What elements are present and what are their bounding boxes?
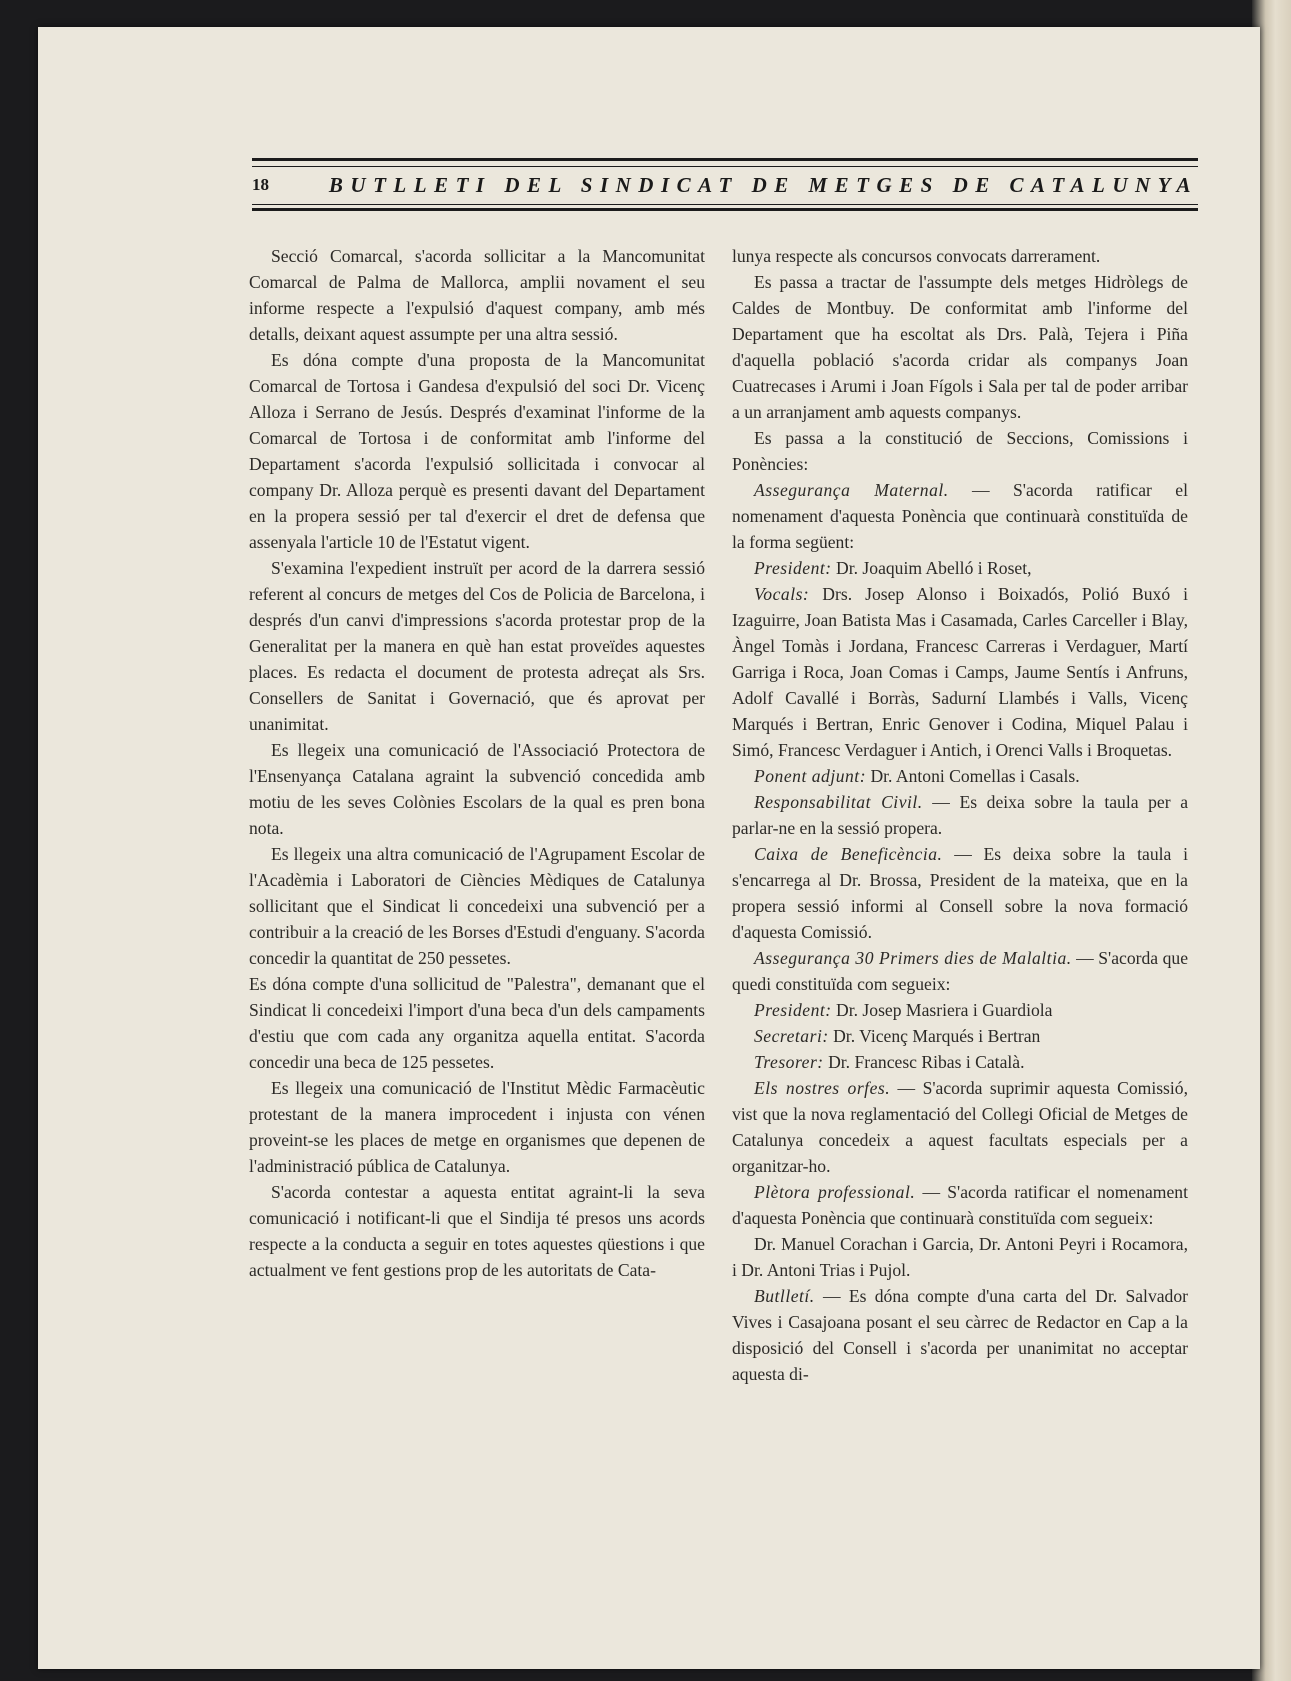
paragraph-label: Responsabilitat Civil. — [754, 792, 923, 812]
paragraph-text: Drs. Josep Alonso i Boixadós, Polió Buxó i Izaguirre, Joan Batista Mas i Casamada, Carles Carceller i Blay, Àngel Tomàs i Jordana, Francesc Carreras i Verdaguer, Martí Garriga i Roca, Joan Comas i Camps, Jaume Sentís i Anfruns, Adolf Cavallé i Borràs, Sadurní Llambés i Valls, Vicenç Marqués i Bertran, Enric Genover i Codina, Miquel Palau i Simó, Francesc Verdaguer i Antich, i Orenci Valls i Broquetas. — [732, 584, 1188, 760]
header-rule-bottom — [252, 208, 1198, 211]
paragraph-text: — S'acorda ratificar el nomenament d'aquesta Ponència que continuarà constituïda com segueix: — [732, 1182, 1188, 1228]
paragraph — [249, 737, 705, 841]
paragraph-text: — Es deixa sobre la taula i s'encarrega al Dr. Brossa, President de la mateixa, que en la propera sessió informi al Consell sobre la nova formació d'aquesta Comissió. — [732, 844, 1188, 942]
paragraph-text: Dr. Vicenç Marqués i Bertran — [828, 1026, 1041, 1046]
paragraph — [732, 1283, 1188, 1387]
paragraph-text: — S'acorda suprimir aquesta Comissió, vist que la nova reglamentació del Collegi Oficial de Metges de Catalunya concedeix a aquest facultats especials per a organitzar-ho. — [732, 1078, 1188, 1176]
right-column — [732, 243, 1188, 1387]
left-column — [249, 243, 705, 1283]
paragraph — [732, 425, 1188, 477]
paragraph-text: Dr. Francesc Ribas i Català. — [823, 1052, 1025, 1072]
header-rule-top-thin — [252, 166, 1198, 167]
paragraph — [249, 841, 705, 971]
document-page — [38, 27, 1260, 1669]
paragraph-label: Tresorer: — [754, 1052, 824, 1072]
paragraph — [732, 477, 1188, 555]
paragraph-text: Dr. Antoni Comellas i Casals. — [866, 766, 1080, 786]
paragraph — [249, 971, 705, 1075]
paragraph-label: Butlletí. — [754, 1286, 815, 1306]
paragraph-text: S'acorda contestar a aquesta entitat agraint-li la seva comunicació i notificant-li que el Sindija té presos uns acords respecte a la conducta a seguir en totes aquestes qüestions i que actualment ve fent gestions prop de les autoritats de Cata- — [249, 1182, 705, 1280]
paragraph-text: Es dóna compte d'una proposta de la Mancomunitat Comarcal de Tortosa i Gandesa d'expulsió del soci Dr. Vicenç Alloza i Serrano de Jesús. Després d'examinat l'informe de la Comarcal de Tortosa i de conformitat amb l'informe del Departament s'acorda l'expulsió sollicitada i convocar al company Dr. Alloza perquè es presenti davant del Departament en la propera sessió per tal d'exercir el dret de defensa que assenyala l'article 10 de l'Estatut vigent. — [249, 350, 705, 552]
paragraph — [732, 1023, 1188, 1049]
paragraph-label: Els nostres orfes. — [754, 1078, 891, 1098]
paragraph — [249, 347, 705, 555]
paragraph — [732, 581, 1188, 763]
paragraph-label: Assegurança Maternal. — [754, 480, 949, 500]
paragraph-text: Es passa a la constitució de Seccions, Comissions i Ponències: — [732, 428, 1188, 474]
paragraph-text: — Es deixa sobre la taula per a parlar-ne en la sessió propera. — [732, 792, 1189, 838]
paragraph-text: lunya respecte als concursos convocats darrerament. — [732, 246, 1101, 266]
paragraph-text: — S'acorda ratificar el nomenament d'aquesta Ponència que continuarà constituïda de la forma següent: — [732, 480, 1188, 552]
paragraph-text: Es dóna compte d'una sollicitud de "Palestra", demanant que el Sindicat li concedeixi l'import d'una beca d'un dels campaments d'estiu que com cada any organitza aquella entitat. S'acorda concedir una beca de 125 pessetes. — [249, 974, 705, 1072]
page-header — [252, 171, 1198, 199]
paragraph-label: Vocals: — [754, 584, 810, 604]
paragraph — [732, 1231, 1188, 1283]
paragraph — [732, 997, 1188, 1023]
paragraph-label: Secretari: — [754, 1026, 829, 1046]
paragraph-text: Es llegeix una altra comunicació de l'Agrupament Escolar de l'Acadèmia i Laboratori de Ciències Mèdiques de Catalunya sollicitant que el Sindicat li concedeixi una subvenció per a contribuir a la creació de les Borses d'Estudi d'enguany. S'acorda concedir la quantitat de 250 pessetes. — [249, 844, 705, 968]
paragraph — [732, 243, 1188, 269]
page-number: 18 — [252, 175, 269, 194]
journal-title: BUTLLETI DEL SINDICAT DE METGES DE CATALUNYA — [328, 172, 1198, 197]
paragraph — [732, 1179, 1188, 1231]
paragraph-text: Dr. Joaquim Abelló i Roset, — [831, 558, 1032, 578]
paragraph-text: — Es dóna compte d'una carta del Dr. Salvador Vives i Casajoana posant el seu càrrec de Redactor en Cap a la disposició del Consell i s'acorda per unanimitat no acceptar aquesta di- — [732, 1286, 1188, 1384]
paragraph-text: Es llegeix una comunicació de l'Institut Mèdic Farmacèutic protestant de la manera improcedent i injusta con vénen proveint-se les places de metge en organismes que depenen de l'administració pública de Catalunya. — [249, 1078, 705, 1176]
paragraph — [732, 1075, 1188, 1179]
paragraph — [732, 555, 1188, 581]
paragraph — [732, 1049, 1188, 1075]
paragraph — [249, 243, 705, 347]
paragraph-text: Dr. Manuel Corachan i Garcia, Dr. Antoni Peyri i Rocamora, i Dr. Antoni Trias i Pujol. — [732, 1234, 1188, 1280]
paragraph-text: S'examina l'expedient instruït per acord de la darrera sessió referent al concurs de metges del Cos de Policia de Barcelona, i després d'un canvi d'impressions s'acorda protestar prop de la Generalitat per la manera en què han estat proveïdes aquestes places. Es redacta el document de protesta adreçat als Srs. Consellers de Sanitat i Governació, que és aprovat per unanimitat. — [249, 558, 705, 734]
paragraph — [732, 945, 1188, 997]
header-rule-bottom-thin — [252, 204, 1198, 205]
paragraph-label: Plètora professional. — [754, 1182, 916, 1202]
paragraph-label: Caixa de Beneficència. — [754, 844, 943, 864]
paragraph — [249, 555, 705, 737]
paragraph-text: Es passa a tractar de l'assumpte dels metges Hidròlegs de Caldes de Montbuy. De conformitat amb l'informe del Departament que ha escoltat als Drs. Palà, Tejera i Piña d'aquella població s'acorda cridar als companys Joan Cuatrecases i Arumi i Joan Fígols i Sala per tal de poder arribar a un arranjament amb aquests companys. — [732, 272, 1188, 422]
header-rule-top — [252, 158, 1198, 161]
paragraph — [732, 269, 1188, 425]
paragraph-label: President: — [754, 558, 832, 578]
paragraph — [732, 763, 1188, 789]
paragraph — [249, 1075, 705, 1179]
paragraph-text: Dr. Josep Masriera i Guardiola — [831, 1000, 1053, 1020]
paragraph — [732, 789, 1188, 841]
paragraph-label: Ponent adjunt: — [754, 766, 867, 786]
paragraph-label: Assegurança 30 Primers dies de Malaltia. — [754, 948, 1072, 968]
paragraph-text: — S'acorda que quedi constituïda com segueix: — [732, 948, 1189, 994]
paragraph-label: President: — [754, 1000, 832, 1020]
paragraph — [732, 841, 1188, 945]
paragraph — [249, 1179, 705, 1283]
paragraph-text: Secció Comarcal, s'acorda sollicitar a la Mancomunitat Comarcal de Palma de Mallorca, amplii novament el seu informe respecte a l'expulsió d'aquest company, amb més detalls, deixant aquest assumpte per una altra sessió. — [249, 246, 705, 344]
paragraph-text: Es llegeix una comunicació de l'Associació Protectora de l'Ensenyança Catalana agraint la subvenció concedida amb motiu de les seves Colònies Escolars de la qual es pren bona nota. — [249, 740, 705, 838]
